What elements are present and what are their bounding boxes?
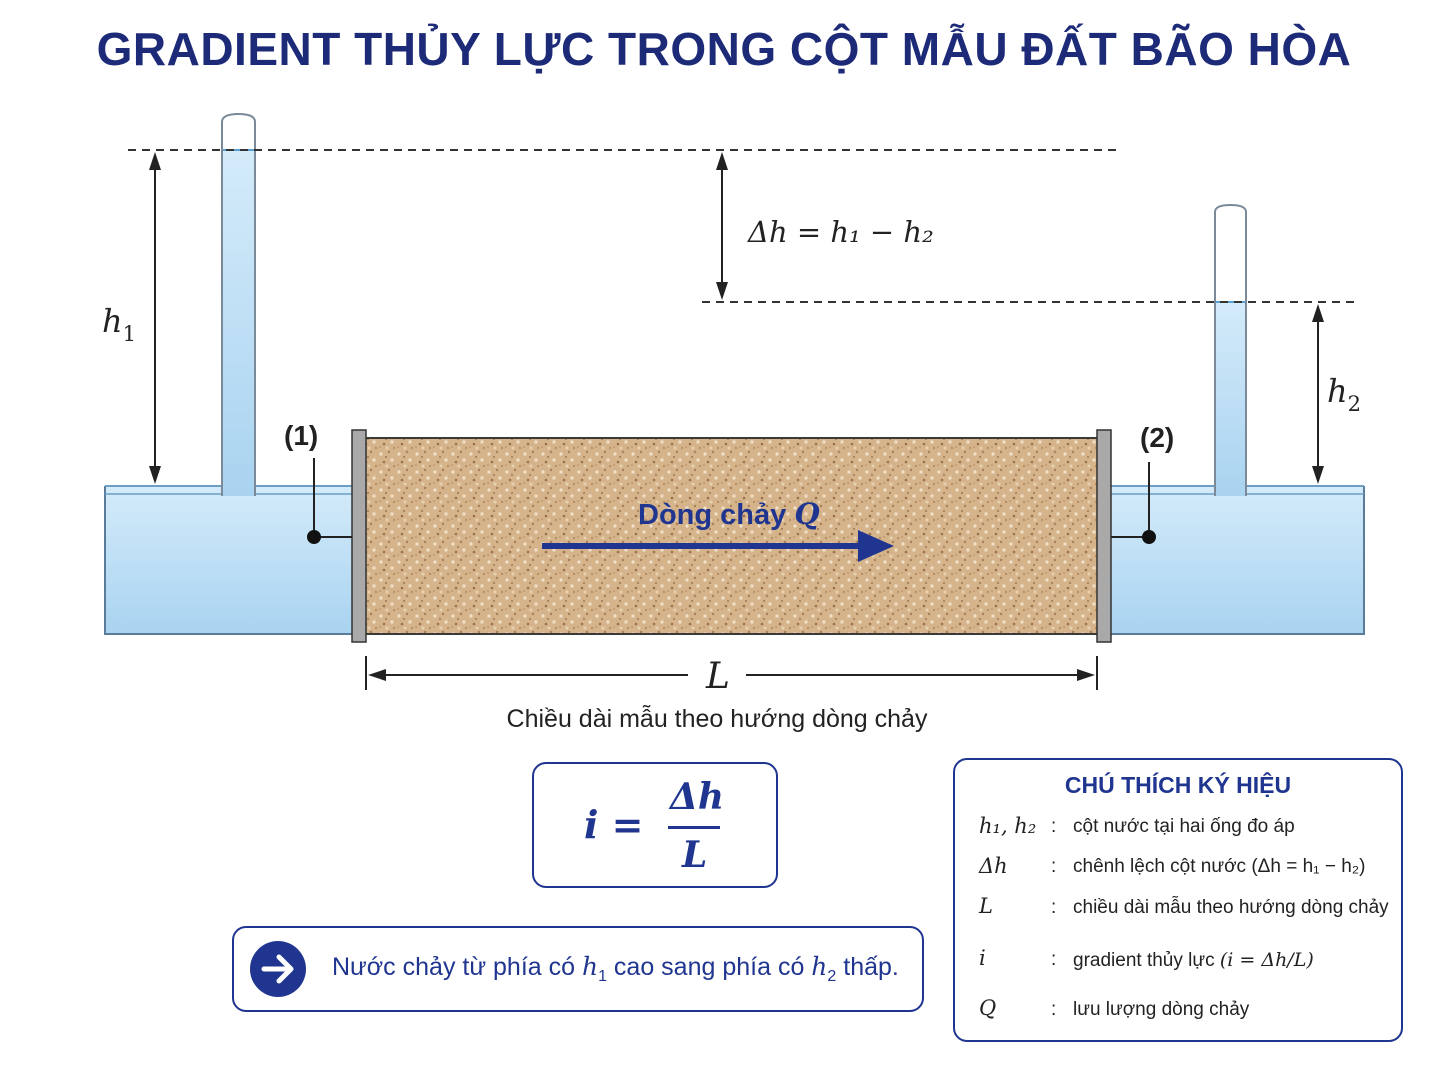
flow-label: Dòng chảy Q <box>638 497 820 531</box>
point-2-marker <box>1142 530 1156 544</box>
right-reservoir <box>1108 486 1364 634</box>
legend-colon: : <box>1051 856 1057 877</box>
legend-symbol: h₁, h₂ <box>979 814 1037 838</box>
legend-description: gradient thủy lực (i = Δh/L) <box>1073 949 1314 971</box>
legend-symbol: L <box>979 894 993 918</box>
legend-colon: : <box>1051 816 1057 837</box>
arrow-right-circle-icon <box>250 941 306 997</box>
h1-dimension-arrow <box>149 152 161 484</box>
formula-box <box>532 762 778 888</box>
formula-fraction-bar <box>668 826 720 829</box>
left-piezometer-tube <box>222 114 255 496</box>
page-title: GRADIENT THỦY LỰC TRONG CỘT MẪU ĐẤT BÃO HÒA <box>96 23 1352 75</box>
delta-h-expression: Δh = h₁ − h₂ <box>748 215 934 249</box>
legend-box <box>953 758 1403 1042</box>
formula-denominator: L <box>682 834 708 876</box>
h2-label: $h_2$ <box>1327 372 1361 416</box>
h1-label: $h_1$ <box>102 302 136 346</box>
point-2-label: (2) <box>1140 422 1175 453</box>
legend-symbol: Δh <box>979 854 1008 878</box>
legend-description: chênh lệch cột nước (Δh = h₁ − h₂) <box>1073 856 1366 877</box>
right-piezometer-tube <box>1215 205 1246 496</box>
left-end-plate <box>352 430 366 642</box>
legend-description: cột nước tại hai ống đo áp <box>1073 816 1295 837</box>
soil-sample <box>365 438 1098 634</box>
legend-colon: : <box>1051 999 1057 1020</box>
point-1-label: (1) <box>284 420 319 451</box>
length-caption: Chiều dài mẫu theo hướng dòng chảy <box>506 705 928 733</box>
right-end-plate <box>1097 430 1111 642</box>
legend-description: chiều dài mẫu theo hướng dòng chảy <box>1073 897 1389 918</box>
flow-note-text: Nước chảy từ phía có $h_1$ cao sang phía có $h_2$ thấp. <box>332 952 899 985</box>
h2-dimension-arrow <box>1312 304 1324 484</box>
length-dimension <box>366 656 1097 690</box>
flow-note-box <box>232 926 924 1012</box>
formula-lhs: i = <box>584 802 644 847</box>
legend-colon: : <box>1051 897 1057 918</box>
left-reservoir <box>105 486 355 634</box>
legend-title: CHÚ THÍCH KÝ HIỆU <box>1064 772 1292 798</box>
legend-formula: (i = Δh/L) <box>1219 949 1314 971</box>
legend-symbol: Q <box>979 996 997 1020</box>
point-1-marker <box>307 530 321 544</box>
legend-colon: : <box>1051 949 1057 970</box>
legend-symbol: i <box>979 946 986 970</box>
length-label: L <box>706 656 730 697</box>
legend-description: lưu lượng dòng chảy <box>1073 999 1250 1020</box>
delta-h-arrow <box>716 152 728 300</box>
formula-numerator: Δh <box>670 776 725 818</box>
